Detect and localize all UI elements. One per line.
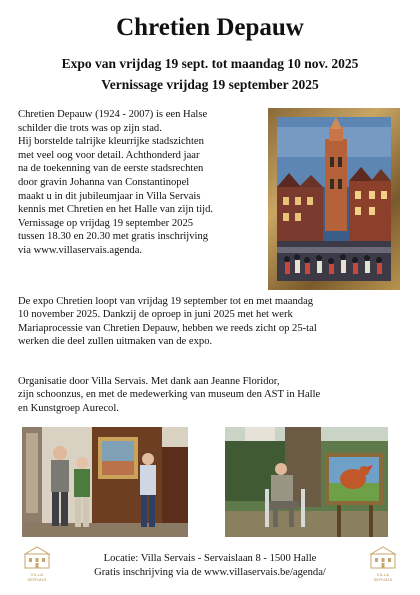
intro-line: door gravin Johanna van Constantinopel bbox=[18, 176, 190, 188]
intro-line: met veel oog voor detail. Achthonderd jaar bbox=[18, 149, 200, 161]
expo-dates-subtitle: Expo van vrijdag 19 sept. tot maandag 10 nov. 2025 bbox=[61, 56, 359, 71]
artist-photo-illustration bbox=[225, 427, 388, 537]
expo-line: De expo Chretien loopt van vrijdag 19 september tot en met maandag bbox=[18, 296, 314, 307]
footer-registration: Gratis inschrijving via de www.villaservais.be/agenda/ bbox=[94, 567, 326, 578]
painting-image bbox=[268, 108, 400, 290]
artist-photo bbox=[225, 427, 388, 537]
intro-line: schilder die trots was op zijn stad. bbox=[18, 122, 162, 134]
group-photo-illustration bbox=[22, 427, 188, 537]
intro-paragraph bbox=[18, 108, 264, 258]
intro-line: tussen 18.30 en 20.30 met gratis inschrijving bbox=[18, 231, 209, 243]
vernissage-subtitle: Vernissage vrijdag 19 september 2025 bbox=[101, 77, 319, 92]
intro-line: na de toekenning van de eerste stadsrechten bbox=[18, 163, 204, 175]
logo-caption: VILLA SERVAIS bbox=[27, 572, 47, 582]
expo-line: Mariaprocessie van Chretien Depauw, hebben we reeds zicht op 25-tal bbox=[18, 322, 317, 334]
page-title: Chretien Depauw bbox=[116, 14, 304, 41]
logo-caption: VILLA SERVAIS bbox=[373, 572, 393, 582]
intro-line: via www.villaservais.agenda. bbox=[18, 244, 143, 256]
city-painting-illustration bbox=[277, 117, 391, 281]
expo-line: werken die deel zullen uitmaken van de expo. bbox=[18, 336, 213, 348]
group-photo bbox=[22, 427, 188, 537]
organisation-line: Organisatie door Villa Servais. Met dank aan Jeanne Floridor, bbox=[18, 376, 280, 387]
expo-line: 10 november 2025. Dankzij de oproep in juni 2025 met het werk bbox=[18, 309, 293, 321]
intro-line: kennis met Chretien en het Halle van zijn tijd. bbox=[18, 204, 214, 216]
organisation-line: en Kunstgroep Aurecol. bbox=[18, 402, 119, 414]
intro-line: Vernissage op vrijdag 19 september 2025 bbox=[18, 217, 194, 229]
intro-line: Hij borstelde talrijke kleurrijke stadszichten bbox=[18, 136, 204, 148]
intro-line: maakt u in dit jubileumjaar in Villa Servais bbox=[18, 190, 201, 202]
footer-location: Locatie: Villa Servais - Servaislaan 8 - 1500 Halle bbox=[103, 553, 317, 564]
organisation-paragraph bbox=[18, 375, 402, 415]
expo-paragraph bbox=[18, 295, 402, 349]
intro-line: Chretien Depauw (1924 - 2007) is een Halse bbox=[18, 109, 208, 120]
organisation-line: zijn schoonzus, en met de medewerking van museum den AST in Halle bbox=[18, 389, 321, 401]
